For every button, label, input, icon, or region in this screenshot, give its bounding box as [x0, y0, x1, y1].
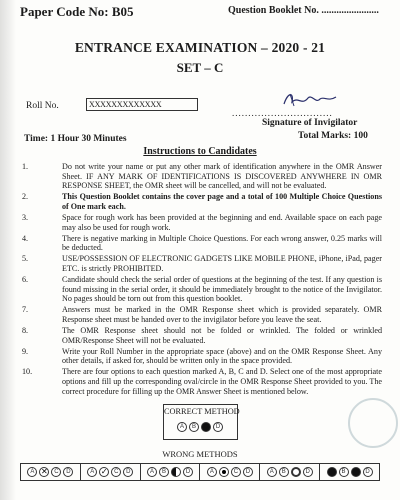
instruction-item — [22, 254, 382, 273]
bubble-d: D — [183, 467, 193, 477]
instruction-text: There are four options to each question marked A, B, C and D. Select one of the most appropriate options and fill up the corresponding oval/circle in the OMR Response Sheet provided to you. The correct procedure for filling up the OMR Answer Sheet is mentioned below. — [62, 367, 382, 396]
bubble-d: D — [363, 467, 373, 477]
instruction-text: There is negative marking in Multiple Choice Questions. For each wrong answer, 0.25 marks will be deducted. — [62, 233, 382, 253]
wrong-method-partial — [140, 463, 201, 481]
bubble-d: D — [243, 467, 253, 477]
instruction-item — [22, 275, 382, 304]
bubble-d: D — [63, 467, 73, 477]
instructions-heading: Instructions to Candidates — [143, 146, 257, 157]
instruction-number: 1. — [22, 162, 29, 171]
instruction-number: 8. — [22, 326, 29, 335]
instruction-text: Answers must be marked in the OMR Response sheet which is provided separately. OMR Response sheet must be handed over to the invigilator before you leave the seat. — [62, 305, 382, 324]
institution-stamp — [348, 398, 398, 448]
instruction-text: USE/POSSESSION OF ELECTRONIC GADGETS LIKE MOBILE PHONE, iPhone, iPad, pager ETC. is strictly PROHIBITED. — [62, 254, 382, 273]
exam-set: SET – C — [176, 60, 224, 75]
wrong-method-check — [80, 463, 141, 481]
instruction-number: 9. — [22, 346, 29, 356]
bubble-c-filled: C — [201, 422, 211, 432]
instruction-number: 5. — [22, 254, 29, 264]
instruction-item — [22, 192, 382, 211]
roll-no-label: Roll No. — [26, 101, 59, 111]
instruction-item — [22, 326, 382, 345]
instruction-number: 10. — [22, 367, 33, 377]
instruction-number: 2. — [22, 192, 29, 202]
bubble-b-crossed — [39, 467, 49, 477]
instructions-list — [22, 162, 382, 398]
paper-code: Paper Code No: B05 — [20, 4, 134, 19]
bubble-a: A — [147, 467, 157, 477]
instruction-item — [22, 305, 382, 324]
correct-method-bubbles — [177, 422, 223, 432]
instruction-text: Candidate should check the serial order of questions at the beginning of the test. If any question is found missing in the serial order, it should be immediately brought to the notice of the Invigilator. No pages should be torn out from this question booklet. — [62, 275, 382, 304]
bubble-c-ring — [291, 467, 301, 477]
exam-title: ENTRANCE EXAMINATION – 2020 - 21 — [74, 40, 326, 55]
instruction-number: 4. — [22, 233, 29, 243]
instruction-item — [22, 367, 382, 396]
question-booklet-no: Question Booklet No. ....................... — [228, 5, 379, 16]
bubble-c: C — [51, 467, 61, 477]
bubble-d: D — [213, 422, 223, 432]
wrong-methods-row — [21, 463, 380, 481]
exam-time: Time: 1 Hour 30 Minutes — [24, 134, 127, 144]
wrong-methods-label: WRONG METHODS — [162, 449, 238, 459]
instruction-text: This Question Booklet contains the cover page and a total of 100 Multiple Choice Questions of One mark each. — [62, 192, 382, 211]
bubble-b: B — [339, 467, 349, 477]
bubble-a: A — [27, 467, 37, 477]
signature-label: Signature of Invigilator — [262, 118, 358, 128]
instruction-text: Write your Roll Number in the appropriate space (above) and on the OMR Response Sheet. Any other details, if asked for, should be written only in the space provided. — [62, 346, 382, 366]
instruction-number: 3. — [22, 212, 29, 222]
instruction-number: 7. — [22, 305, 29, 315]
bubble-c: C — [231, 467, 241, 477]
correct-method-label: CORRECT METHOD — [164, 407, 240, 416]
roll-no-field[interactable]: XXXXXXXXXXXXX — [86, 98, 198, 111]
correct-method-box — [163, 404, 238, 440]
wrong-method-dot — [199, 463, 260, 481]
wrong-method-ring — [259, 463, 320, 481]
bubble-a: A — [177, 422, 187, 432]
instruction-number: 6. — [22, 275, 29, 285]
bubble-b: B — [189, 422, 199, 432]
bubble-a: A — [267, 467, 277, 477]
bubble-d: D — [123, 467, 133, 477]
wrong-method-cross — [20, 463, 81, 481]
bubble-a: A — [207, 467, 217, 477]
bubble-b: B — [159, 467, 169, 477]
bubble-b-checked — [99, 467, 109, 477]
instruction-item — [22, 162, 382, 191]
bubble-b-dotted — [219, 467, 229, 477]
instruction-item — [22, 213, 382, 232]
instruction-item — [22, 234, 382, 253]
instruction-item — [22, 347, 382, 366]
bubble-c-half — [171, 467, 181, 477]
bubble-a-filled — [327, 467, 337, 477]
instruction-text: The OMR Response sheet should not be folded or wrinkled. The folded or wrinkled OMR/Response Sheet will not be evaluated. — [62, 326, 382, 345]
bubble-c: C — [111, 467, 121, 477]
bubble-a: A — [87, 467, 97, 477]
total-marks: Total Marks: 100 — [298, 131, 368, 141]
bubble-b: B — [279, 467, 289, 477]
instruction-text: Do not write your name or put any other mark of identification anywhere in the OMR Answer Sheet. IF ANY MARK OF IDENTIFICATIONS IS DISCOVERED ANYWHERE IN OMR RESPONSE SHEET, the OMR sheet will be cancelled, and will not be evaluated. — [62, 162, 382, 191]
signature-line: ............................... — [232, 108, 333, 118]
bubble-c-filled — [351, 467, 361, 477]
bubble-d: D — [303, 467, 313, 477]
wrong-method-multi — [319, 463, 380, 481]
instruction-text: Space for rough work has been provided at the beginning and end. Available space on each page may also be used for rough work. — [62, 212, 382, 232]
